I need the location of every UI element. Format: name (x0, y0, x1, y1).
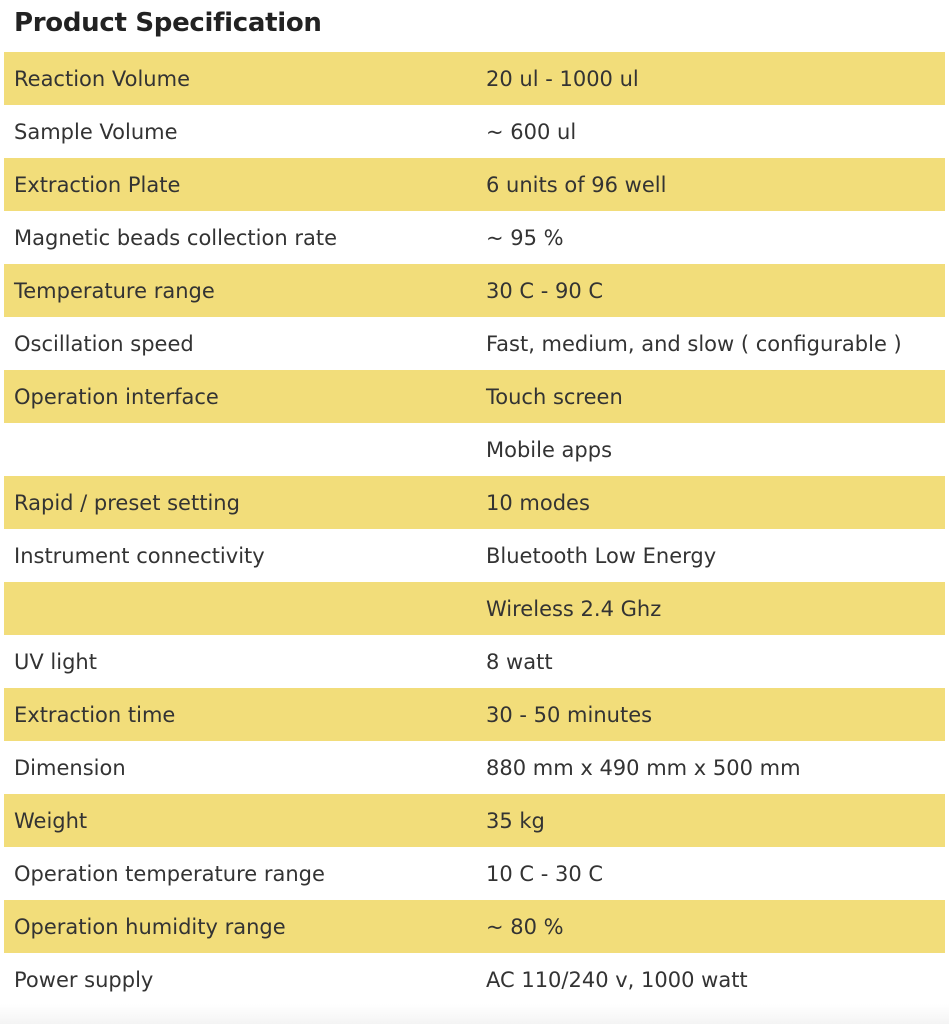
spec-row-weight (4, 794, 945, 847)
spec-value: ~ 80 % (486, 914, 564, 939)
spec-value: ~ 95 % (486, 225, 564, 250)
spec-label: UV light (14, 649, 97, 674)
spec-label: Rapid / preset setting (14, 490, 240, 515)
spec-value: Mobile apps (486, 437, 613, 462)
spec-label: Power supply (14, 967, 154, 992)
spec-row-sample-volume (4, 105, 945, 158)
spec-row-operation-humidity (4, 900, 945, 953)
spec-label: Temperature range (14, 278, 215, 303)
spec-value: 6 units of 96 well (486, 172, 667, 197)
spec-value: Touch screen (486, 384, 623, 409)
spec-row-temperature-range (4, 264, 945, 317)
spec-row-operation-interface-cont (4, 423, 945, 476)
spec-value: AC 110/240 v, 1000 watt (486, 967, 748, 992)
spec-label: Magnetic beads collection rate (14, 225, 337, 250)
spec-row-extraction-time (4, 688, 945, 741)
spec-value: 20 ul - 1000 ul (486, 66, 639, 91)
spec-label: Sample Volume (14, 119, 178, 144)
spec-label: Weight (14, 808, 88, 833)
bottom-shade (0, 1004, 949, 1024)
spec-row-extraction-plate (4, 158, 945, 211)
spec-value: Fast, medium, and slow ( configurable ) (486, 331, 902, 356)
spec-row-connectivity (4, 529, 945, 582)
spec-label: Extraction Plate (14, 172, 181, 197)
spec-row-power-supply (4, 953, 945, 1006)
spec-label: Extraction time (14, 702, 176, 727)
spec-value: 10 modes (486, 490, 590, 515)
spec-label: Dimension (14, 755, 126, 780)
spec-value: 8 watt (486, 649, 553, 674)
spec-value: 30 - 50 minutes (486, 702, 653, 727)
spec-table (4, 52, 945, 1006)
spec-label: Oscillation speed (14, 331, 194, 356)
spec-row-reaction-volume (4, 52, 945, 105)
spec-row-oscillation-speed (4, 317, 945, 370)
spec-row-preset-setting (4, 476, 945, 529)
spec-value: 35 kg (486, 808, 545, 833)
spec-value: 30 C - 90 C (486, 278, 604, 303)
spec-row-connectivity-cont (4, 582, 945, 635)
spec-row-magnetic-beads (4, 211, 945, 264)
spec-row-dimension (4, 741, 945, 794)
spec-label: Operation interface (14, 384, 219, 409)
spec-label: Instrument connectivity (14, 543, 265, 568)
spec-row-operation-interface (4, 370, 945, 423)
spec-value: Wireless 2.4 Ghz (486, 596, 662, 621)
spec-label: Reaction Volume (14, 66, 190, 91)
spec-value: Bluetooth Low Energy (486, 543, 717, 568)
spec-value: 880 mm x 490 mm x 500 mm (486, 755, 801, 780)
spec-label: Operation temperature range (14, 861, 325, 886)
spec-label: Operation humidity range (14, 914, 286, 939)
page-title: Product Specification (14, 8, 322, 38)
spec-value: ~ 600 ul (486, 119, 577, 144)
spec-row-operation-temperature (4, 847, 945, 900)
spec-value: 10 C - 30 C (486, 861, 604, 886)
spec-row-uv-light (4, 635, 945, 688)
